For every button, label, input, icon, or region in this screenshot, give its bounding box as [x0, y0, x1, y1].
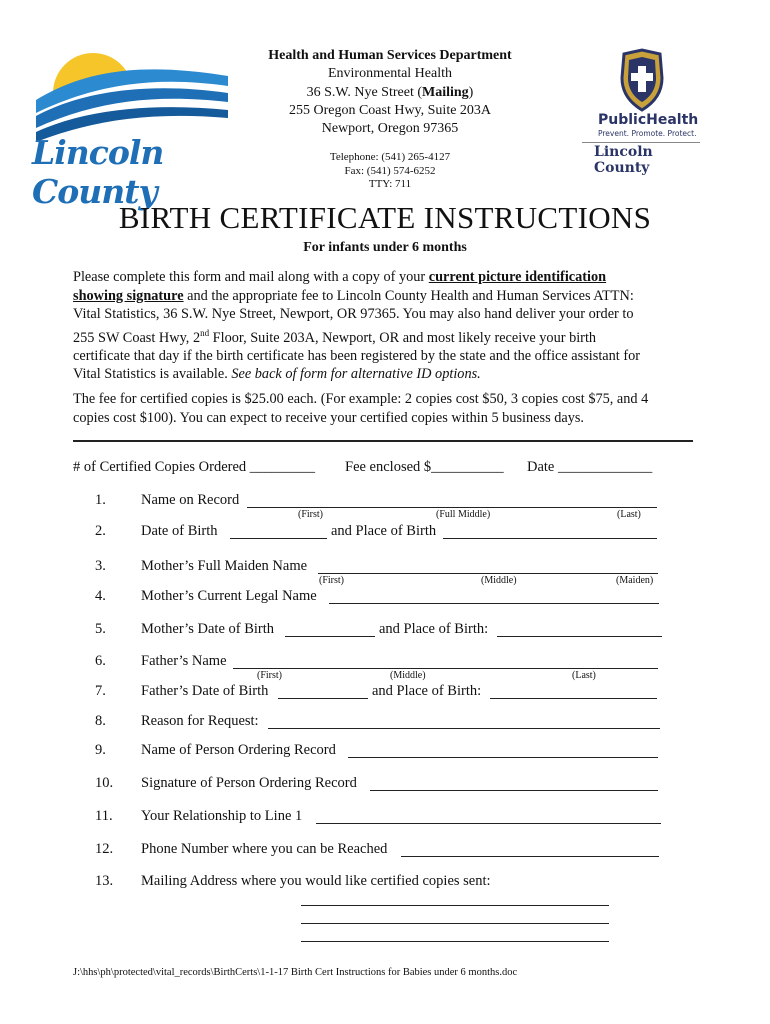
mailing-address-label: Mailing Address where you would like certified copies sent: [141, 873, 491, 889]
sublabel-first: (First) [257, 670, 282, 681]
place-of-birth-field[interactable] [443, 538, 657, 539]
sublabel-last: (Last) [572, 670, 596, 681]
page-title: BIRTH CERTIFICATE INSTRUCTIONS [118, 200, 652, 235]
relationship-label: Your Relationship to Line 1 [141, 808, 303, 824]
item-number: 11. [95, 808, 113, 824]
file-path-footer: J:\hhs\ph\protected\vital_records\BirthCerts\1-1-17 Birth Cert Instructions for Babies under 6 months.doc [73, 967, 518, 978]
reason-field[interactable] [268, 728, 660, 729]
reason-label: Reason for Request: [141, 713, 259, 729]
page-subtitle: For infants under 6 months [303, 240, 467, 255]
fee-paragraph: The fee for certified copies is $25.00 each. (For example: 2 copies cost $50, 3 copies cost $75, and 4 copies cost $100). You can expect to receive your certified copies within 5 business days. [73, 391, 649, 426]
sun-wave-icon [28, 38, 233, 148]
father-dob-field[interactable] [278, 698, 368, 699]
office-address: 255 Oregon Coast Hwy, Suite 203A [288, 103, 492, 118]
fee-enclosed-field[interactable]: Fee enclosed $__________ [345, 459, 504, 475]
mother-place-of-birth-label: and Place of Birth: [379, 621, 489, 637]
fax: Fax: (541) 574-6252 [344, 165, 436, 177]
sublabel-maiden: (Maiden) [616, 575, 654, 586]
place-of-birth-label: and Place of Birth [331, 523, 437, 539]
item-number: 13. [95, 873, 114, 889]
father-place-of-birth-field[interactable] [490, 698, 657, 699]
mother-legal-name-label: Mother’s Current Legal Name [141, 588, 317, 604]
father-dob-label: Father’s Date of Birth [141, 683, 269, 699]
item-number: 8. [95, 713, 106, 729]
father-place-of-birth-label: and Place of Birth: [372, 683, 482, 699]
item-number: 12. [95, 841, 114, 857]
public-health-title: PublicHealth [598, 112, 699, 128]
sublabel-first: (First) [319, 575, 344, 586]
mailing-address-line-3[interactable] [301, 941, 609, 942]
department-name: Health and Human Services Department [268, 48, 512, 63]
instructions-paragraph: Please complete this form and mail along with a copy of your current picture identification showing signature and the appropriate fee to Lincoln County Health and Human Services ATTN: Vital Statistics, 36 S.W. Nye Street, Newport, OR 97365. You may also hand deliver your order to 255 SW Coast Hwy, 2nd Floor, Suite 203A, Newport, OR and most likely receive your birth certificate that day if the birth certificate has been registered by the state and the office assistant for Vital Statistics is available. See back of form for alternative ID options. [73, 269, 640, 383]
public-health-logo [582, 48, 702, 176]
name-on-record-field[interactable] [247, 507, 657, 508]
phone-label: Phone Number where you can be Reached [141, 841, 388, 857]
item-number: 5. [95, 621, 106, 637]
city-address: Newport, Oregon 97365 [321, 121, 459, 136]
date-field[interactable]: Date _____________ [527, 459, 653, 475]
copies-ordered-field[interactable]: # of Certified Copies Ordered _________ [73, 459, 316, 475]
father-name-label: Father’s Name [141, 653, 227, 669]
item-number: 2. [95, 523, 106, 539]
sublabel-middle: (Full Middle) [436, 509, 491, 520]
mailing-address-line-2[interactable] [301, 923, 609, 924]
mother-dob-label: Mother’s Date of Birth [141, 621, 275, 637]
orderer-name-label: Name of Person Ordering Record [141, 742, 336, 758]
mother-place-of-birth-field[interactable] [497, 636, 662, 637]
mother-maiden-name-label: Mother’s Full Maiden Name [141, 558, 308, 574]
orderer-signature-field[interactable] [370, 790, 658, 791]
date-of-birth-label: Date of Birth [141, 523, 218, 539]
lincoln-county-logo-text: Lincoln County [32, 133, 164, 211]
sublabel-middle: (Middle) [481, 575, 517, 586]
public-health-tagline: Prevent. Promote. Protect. [598, 129, 697, 138]
public-health-county: Lincoln County [594, 144, 653, 176]
date-of-birth-field[interactable] [230, 538, 327, 539]
item-number: 7. [95, 683, 106, 699]
mother-dob-field[interactable] [285, 636, 375, 637]
divider [73, 440, 693, 442]
sublabel-last: (Last) [617, 509, 641, 520]
sublabel-first: (First) [298, 509, 323, 520]
telephone: Telephone: (541) 265-4127 [329, 151, 451, 163]
item-number: 10. [95, 775, 114, 791]
father-name-field[interactable] [233, 668, 658, 669]
phone-field[interactable] [401, 856, 659, 857]
relationship-field[interactable] [316, 823, 661, 824]
item-number: 1. [95, 492, 106, 508]
item-number: 3. [95, 558, 106, 574]
item-number: 6. [95, 653, 106, 669]
tty: TTY: 711 [368, 178, 412, 187]
mailing-address-line-1[interactable] [301, 905, 609, 906]
item-number: 4. [95, 588, 106, 604]
shield-cross-icon [582, 48, 702, 113]
division-name: Environmental Health [327, 66, 453, 81]
name-on-record-label: Name on Record [141, 492, 240, 508]
sublabel-middle: (Middle) [390, 670, 426, 681]
item-number: 9. [95, 742, 106, 758]
orderer-name-field[interactable] [348, 757, 658, 758]
lincoln-county-logo [28, 38, 233, 211]
orderer-signature-label: Signature of Person Ordering Record [141, 775, 357, 791]
mailing-address: 36 S.W. Nye Street (Mailing) [306, 85, 474, 100]
mother-legal-name-field[interactable] [329, 603, 659, 604]
mother-maiden-name-field[interactable] [318, 573, 658, 574]
